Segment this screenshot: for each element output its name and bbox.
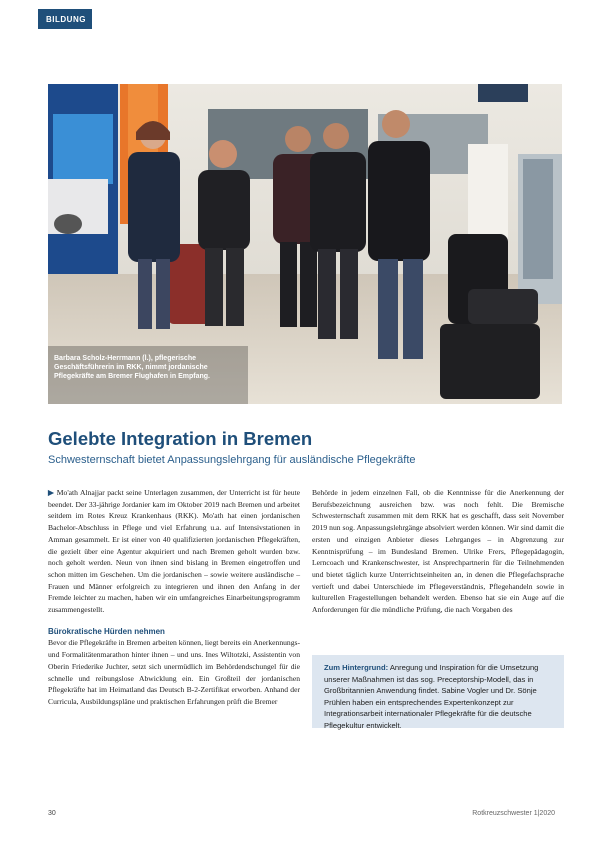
intro-paragraph (48, 487, 300, 616)
section-subheading: Bürokratische Hürden nehmen (48, 626, 165, 636)
paragraph-marker-icon: ▶ (48, 488, 55, 497)
info-box (312, 655, 564, 728)
photo-caption: Barbara Scholz-Herrmann (l.), pflegerische Geschäftsführerin im RKK, nimmt jordanische Pflegekräfte am Bremer Flughafen in Empfang. (54, 355, 210, 380)
intro-text: Mo'ath Alnajjar packt seine Unterlagen zusammen, der Unterricht ist für heute beendet. Der 33-jährige Jordanier kam im Oktober 2019 nach Bremen und arbeitet seitdem im Rotes Kreuz Krankenhaus (RKK). Mo'ath hat einen jordanischen Bachelor-Abschluss in Pflege und viel Erfahrung u.a. auf Intensivstationen in Amman gesammelt. Er ist einer von 40 qualifizierten jordanischen Pflegekräften, die gezielt über eine Agentur akquiriert und nach Bremen geholt wurden bzw. noch geholt werden. Neun von ihnen sind bislang in Bremen eingetroffen und schon mitten im Geschehen. Um die jordanischen – sowie weitere ausländische – Frauen und Männer erfolgreich zu integrieren und ihnen den Anfang in der Fremde leichter zu machen, haben wir ein umfangreiches Einarbeitungsprogramm zusammengestellt. (48, 488, 300, 615)
publication-footer: Rotkreuzschwester 1|2020 (472, 810, 555, 817)
text-column-right (312, 487, 564, 616)
article-subtitle: Schwesternschaft bietet Anpassungslehrgang für ausländische Pflegekräfte (48, 454, 416, 466)
section-tag: BILDUNG (38, 9, 92, 29)
body-paragraph: Bevor die Pflegekräfte in Bremen arbeiten können, liegt bereits ein Anerkennungs- und Formalitätenmarathon hinter ihnen – und uns. Ines Wiltotzki, Assistentin von Oberin Friederike Juchter, setzt sich unermüdlich im Behördendschungel für die schnelle und reibungslose Abwicklung ein. Ein Großteil der jordanischen Pflegekräfte hat im Heimatland das Deutsch B-2-Zertifikat erworben. Anhand der Curricula, Ausbildungspläne und praktischen Erfahrungen prüft die Bremer (48, 638, 300, 706)
body-paragraph-continued: Behörde in jedem einzelnen Fall, ob die Kenntnisse für die Anerkennung der Berufsbezeichnung ausreichen bzw. was noch fehlt. Die Bremische Schwesternschaft zusammen mit dem RKK hat es geschafft, dass seit November 2019 nun sog. Anpassungslehrgänge absolviert werden können. Wir sind damit die ersten und einzigen Anbieter dieses Lehrganges – in Abgrenzung zur Kenntnisprüfung – im Bundesland Bremen. Ulrike Frers, Pflegepädagogin, Lerncoach und Krankenschwester, ist Ansprechpartnerin für die Teilnehmenden und bietet täglich kurze Unterrichtseinheiten an, in denen die Pflegefachsprache vertieft und dabei Unterschiede im Pflegeverständnis, Pflegehandeln sowie in kulturellen Fragestellungen behandelt werden. Ebenso hat sie ein Auge auf die Anforderungen für die mündliche Prüfung, die nach Vorgaben des (312, 488, 564, 615)
text-column-left (48, 487, 300, 708)
page-number: 30 (48, 810, 56, 817)
info-box-text: Anregung und Inspiration für die Umsetzung unserer Maßnahmen ist das sog. Preceptorship-Modell, das in Großbritannien Anwendung findet. Sabine Vogler und Dr. Sönje Prühlen haben ein entsprechendes Expertenkonzept zur Integrationsarbeit internationaler Pflegekräfte für die deutsche Pflegekultur entwickelt. (324, 663, 539, 730)
article-title: Gelebte Integration in Bremen (48, 428, 313, 449)
info-box-heading: Zum Hintergrund: (324, 663, 389, 672)
